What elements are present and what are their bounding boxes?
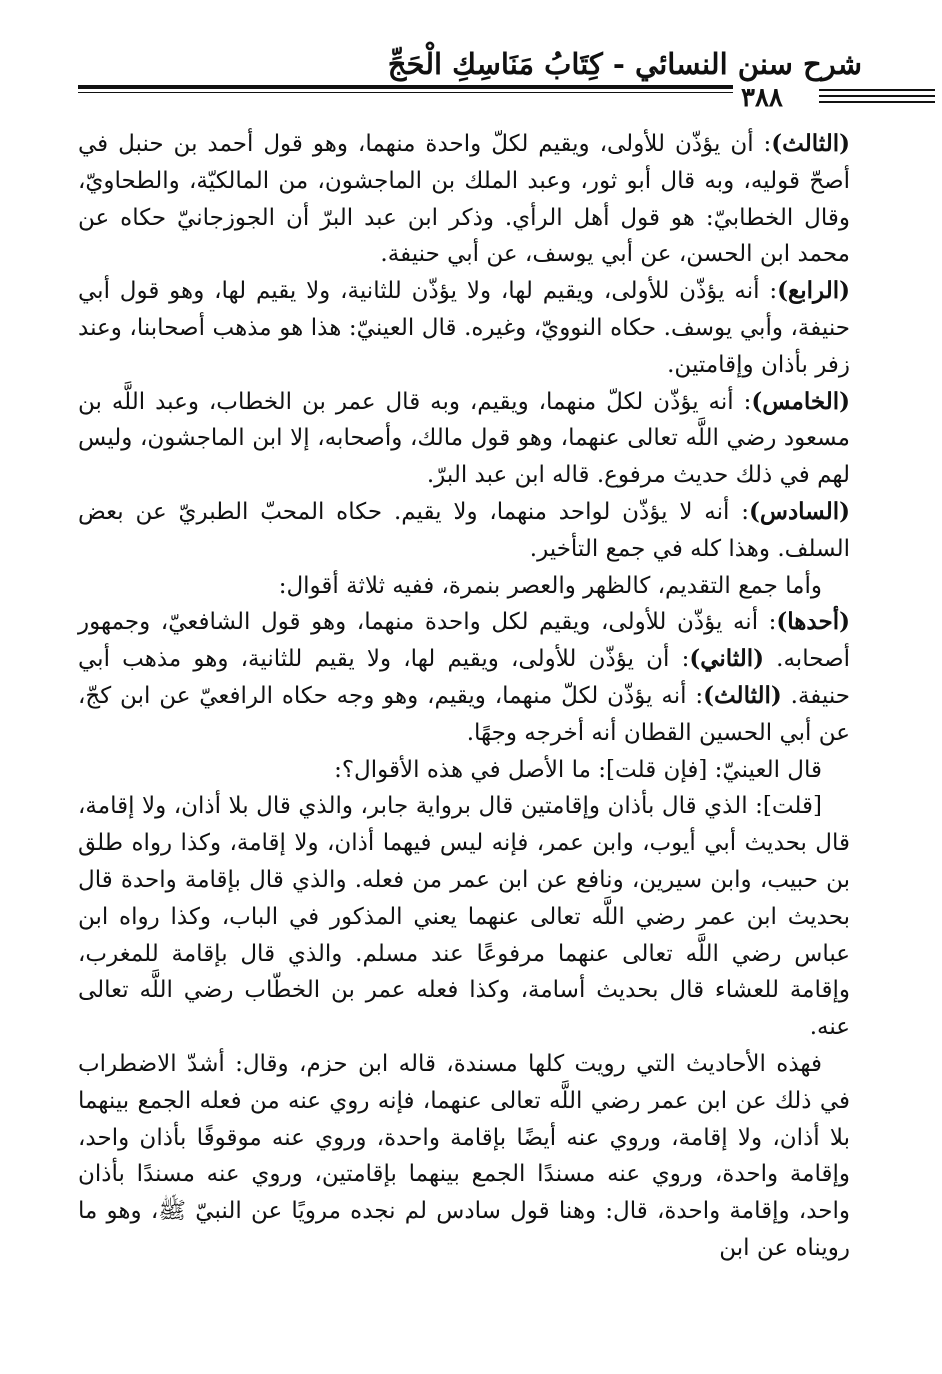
- opinion-label: (الثاني): [689, 645, 765, 673]
- paragraph-three-opinions: [78, 604, 850, 751]
- paragraph-text: : أنه لا يؤذّن لواحد منهما، ولا يقيم. حكاه المحبّ الطبريّ عن بعض السلف. وهذا كله في جمع التأخير.: [78, 498, 850, 562]
- opinion-label: (أحدها): [776, 608, 850, 636]
- opinion-label: (الثالث): [771, 130, 850, 157]
- paragraph-question: [78, 752, 850, 789]
- paragraph-fifth-opinion: [78, 384, 850, 494]
- opinion-label: (الرابع): [777, 277, 850, 305]
- running-title: شرح سنن النسائي - كِتَابُ مَنَاسِكِ الْحَجِّ: [387, 47, 862, 81]
- paragraph-fourth-opinion: [78, 273, 850, 383]
- paragraph-text: : أنه يؤذّن للأولى، ويقيم لها، ولا يؤذّن للثانية، ولا يقيم لها، وهو قول أبي حنيفة، وأبي يوسف. حكاه النوويّ، وغيره. قال العينيّ: هذا هو مذهب أصحابنا، وعند زفر بأذان وإقامتين.: [78, 278, 850, 378]
- opinion-label: (الخامس): [751, 387, 850, 415]
- paragraph-answer: [78, 788, 850, 1046]
- paragraph-text: قال العينيّ: [فإن قلت]: ما الأصل في هذه الأقوال؟:: [334, 756, 822, 783]
- opinion-label: (الثالث): [703, 681, 782, 709]
- paragraph-text: [قلت]: الذي قال بأذان وإقامتين قال برواية جابر، والذي قال بلا أذان، ولا إقامة، قال بحديث أبي أيوب، وابن عمر، فإنه ليس فيهما أذان، ولا إقامة، وكذا رواه طلق بن حبيب، وابن سيرين، ونافع عن ابن عمر من فعله. والذي قال بإقامة واحدة قال بحديث ابن عمر رضي اللَّه تعالى عنهما يعني المذكور في الباب، وكذا رواه ابن عباس رضي اللَّه تعالى عنهما مرفوعًا عند مسلم. والذي قال بإقامة للمغرب، وإقامة للعشاء قال بحديث أسامة، وكذا فعله عمر بن الخطّاب رضي اللَّه تعالى عنه.: [78, 793, 850, 1041]
- paragraph-third-opinion: [78, 126, 850, 273]
- paragraph-sixth-opinion: [78, 494, 850, 568]
- paragraph-text: وأما جمع التقديم، كالظهر والعصر بنمرة، ففيه ثلاثة أقوال:: [278, 572, 822, 599]
- page-number-ornament: [819, 89, 935, 107]
- opinion-label: (السادس): [748, 497, 850, 525]
- paragraph-text: : أن يؤذّن للأولى، ويقيم لها، ولا يقيم للثانية، وهو مذهب أبي حنيفة.: [78, 646, 851, 709]
- paragraph-text: : أنه يؤذّن للأولى، ويقيم لكل واحدة منهما، وهو قول الشافعيّ، وجمهور أصحابه.: [78, 609, 850, 673]
- paragraph-text: : أنه يؤذّن لكلّ منهما، ويقيم، وبه قال عمر بن الخطاب، وعبد اللَّه بن مسعود رضي اللَّه تعالى عنهما، وهو قول مالك، وأصحابه، إلا ابن الماجشون، وليس لهم في ذلك حديث مرفوع. قاله ابن عبد البرّ.: [78, 388, 850, 489]
- paragraph-text: فهذه الأحاديث التي رويت كلها مسندة، قاله ابن حزم، وقال: أشدّ الاضطراب في ذلك عن ابن عمر رضي اللَّه تعالى عنهما، فإنه روي عنه من فعله الجمع بينهما بلا أذان، ولا إقامة، وروي عنه أيضًا بإقامة واحدة، وروي عنه موقوفًا بأذان واحد، وإقامة واحدة، وروي عنه مسندًا الجمع بينهما بإقامتين، وروي عنه مسندًا بأذان واحد، وإقامة واحدة، قال: وهنا قول سادس لم نجده مرويًا عن النبيّ ﷺ، وهو ما رويناه عن ابن: [78, 1050, 850, 1261]
- paragraph-text: : أن يؤذّن للأولى، ويقيم لكلّ واحدة منهما، وهو قول أحمد بن حنبل في أصحّ قوليه، وبه قال أبو ثور، وعبد الملك بن الماجشون، من المالكيّة، والطحاويّ، وقال الخطابيّ: هو قول أهل الرأي. وذكر ابن عبد البرّ أن الجوزجانيّ حكاه عن محمد ابن الحسن، عن أبي يوسف، عن أبي حنيفة.: [78, 131, 850, 268]
- body-text: [78, 126, 850, 1267]
- paragraph-jam-taqdim-intro: [78, 568, 850, 605]
- page-header: [78, 40, 862, 113]
- page-number-block: [733, 83, 933, 113]
- paragraph-hadiths-summary: [78, 1046, 850, 1267]
- paragraph-text: : أنه يؤذّن لكلّ منهما، ويقيم، وهو وجه حكاه الرافعيّ عن ابن كجّ، عن أبي الحسين القطان أنه أخرجه وجهًا.: [78, 682, 850, 746]
- page-number: ٣٨٨: [741, 83, 783, 113]
